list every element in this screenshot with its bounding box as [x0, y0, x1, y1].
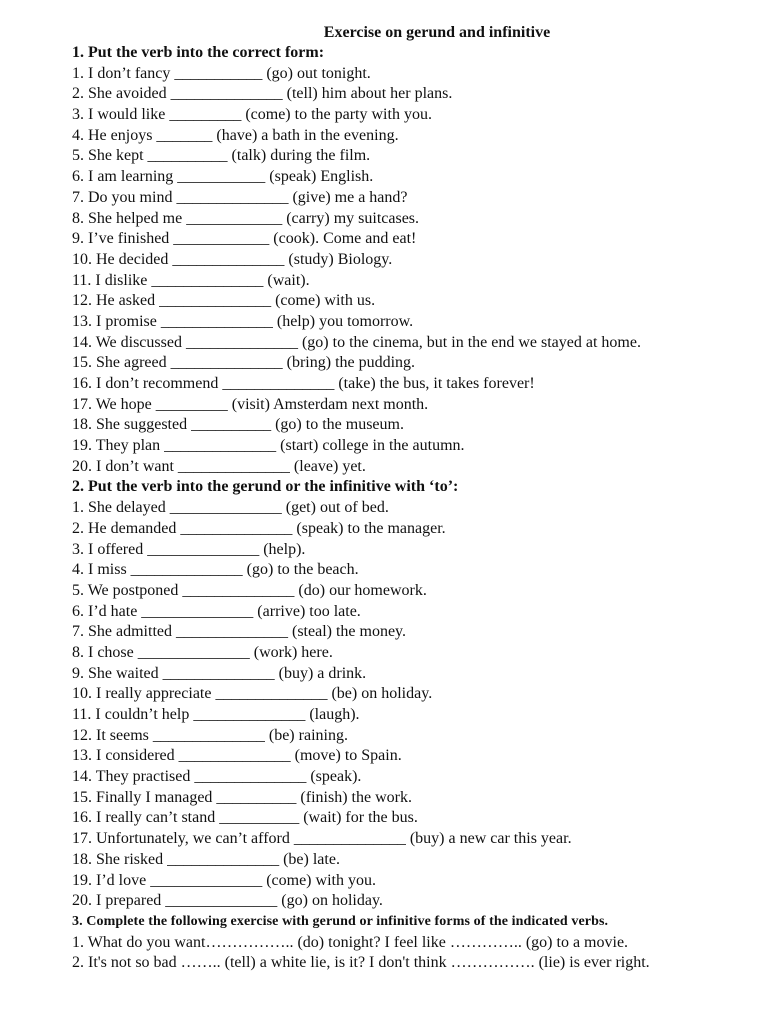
exercise-line: 18. She risked ______________ (be) late. — [72, 850, 340, 868]
exercise-line: 9. She waited ______________ (buy) a drink. — [72, 664, 367, 682]
section-heading: 2. Put the verb into the gerund or the infinitive with ‘to’: — [72, 478, 459, 496]
exercise-line: 8. I chose ______________ (work) here. — [72, 643, 333, 661]
exercise-line: 2. It's not so bad …….. (tell) a white lie, is it? I don't think ……………. (lie) is ever right. — [72, 954, 650, 972]
exercise-line: 17. Unfortunately, we can’t afford ______________ (buy) a new car this year. — [72, 830, 572, 848]
exercise-line: 2. He demanded ______________ (speak) to the manager. — [72, 519, 446, 537]
exercise-line: 12. He asked ______________ (come) with us. — [72, 292, 376, 310]
exercise-line: 19. They plan ______________ (start) college in the autumn. — [72, 437, 465, 455]
exercise-line: 20. I don’t want ______________ (leave) yet. — [72, 457, 366, 475]
exercise-line: 15. She agreed ______________ (bring) the pudding. — [72, 354, 416, 372]
exercise-line: 13. I promise ______________ (help) you tomorrow. — [72, 312, 414, 330]
exercise-line: 6. I am learning ___________ (speak) English. — [72, 168, 374, 186]
exercise-line: 1. What do you want…………….. (do) tonight? I feel like ………….. (go) to a movie. — [72, 933, 629, 951]
section-1 — [72, 43, 742, 477]
exercise-line: 1. She delayed ______________ (get) out of bed. — [72, 499, 389, 517]
exercise-line: 19. I’d love ______________ (come) with you. — [72, 871, 376, 889]
section-heading: 3. Complete the following exercise with gerund or infinitive forms of the indicated verbs. — [72, 913, 609, 929]
exercise-line: 2. She avoided ______________ (tell) him about her plans. — [72, 85, 453, 103]
exercise-line: 1. I don’t fancy ___________ (go) out tonight. — [72, 64, 371, 82]
exercise-line: 11. I couldn’t help ______________ (laugh). — [72, 706, 360, 723]
section-heading: 1. Put the verb into the correct form: — [72, 44, 325, 61]
exercise-line: 20. I prepared ______________ (go) on holiday. — [72, 892, 383, 910]
exercise-line: 12. It seems ______________ (be) raining. — [72, 726, 348, 744]
exercise-line: 16. I really can’t stand __________ (wait) for the bus. — [72, 809, 418, 827]
exercise-line: 9. I’ve finished ____________ (cook). Come and eat! — [72, 230, 417, 248]
exercise-line: 15. Finally I managed __________ (finish) the work. — [72, 788, 412, 806]
exercise-line: 13. I considered ______________ (move) to Spain. — [72, 747, 402, 765]
section-3 — [72, 912, 742, 974]
exercise-line: 3. I would like _________ (come) to the party with you. — [72, 106, 432, 124]
exercise-line: 14. They practised ______________ (speak). — [72, 768, 362, 786]
exercise-line: 4. He enjoys _______ (have) a bath in the evening. — [72, 126, 399, 144]
exercise-line: 3. I offered ______________ (help). — [72, 540, 306, 558]
exercise-line: 10. I really appreciate ______________ (be) on holiday. — [72, 685, 433, 703]
exercise-line: 5. We postponed ______________ (do) our homework. — [72, 581, 427, 599]
exercise-line: 8. She helped me ____________ (carry) my suitcases. — [72, 209, 420, 227]
exercise-line: 17. We hope _________ (visit) Amsterdam next month. — [72, 395, 429, 413]
exercise-line: 5. She kept __________ (talk) during the film. — [72, 147, 371, 165]
exercise-line: 14. We discussed ______________ (go) to the cinema, but in the end we stayed at home. — [72, 333, 641, 351]
exercise-line: 7. Do you mind ______________ (give) me a hand? — [72, 188, 408, 206]
exercise-line: 6. I’d hate ______________ (arrive) too late. — [72, 602, 361, 620]
exercise-line: 18. She suggested __________ (go) to the museum. — [72, 416, 404, 434]
section-2 — [72, 477, 742, 911]
exercise-line: 11. I dislike ______________ (wait). — [72, 271, 310, 289]
exercise-line: 10. He decided ______________ (study) Biology. — [72, 250, 393, 268]
exercise-line: 4. I miss ______________ (go) to the beach. — [72, 561, 359, 579]
worksheet-title: Exercise on gerund and infinitive — [323, 24, 551, 41]
worksheet — [72, 22, 742, 974]
exercise-line: 7. She admitted ______________ (steal) the money. — [72, 623, 407, 641]
exercise-line: 16. I don’t recommend ______________ (take) the bus, it takes forever! — [72, 375, 535, 392]
